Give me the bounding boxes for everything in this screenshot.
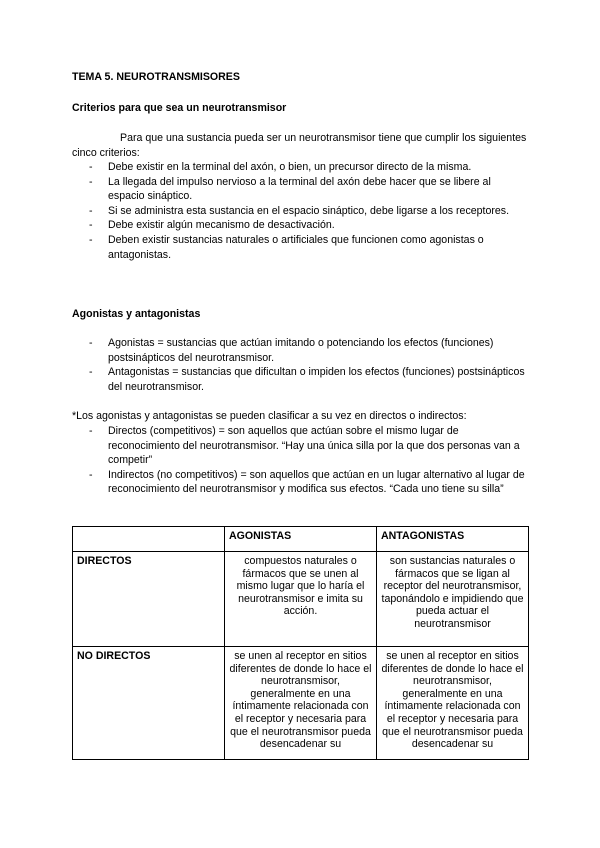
criteria-intro: Para que una sustancia pueda ser un neurotransmisor tiene que cumplir los siguientes cinco criterios: <box>72 132 527 159</box>
criteria-list <box>72 160 528 262</box>
table-header-cell: ANTAGONISTAS <box>377 527 529 552</box>
list-item: - Debe existir algún mecanismo de desactivación. <box>89 219 335 232</box>
dash-bullet: - <box>89 425 93 437</box>
dash-bullet: - <box>89 233 93 246</box>
agonists-heading: Agonistas y antagonistas <box>72 308 201 320</box>
table-cell: se unen al receptor en sitios diferentes de donde lo hace el neurotransmisor, generalmente en una íntimamente relacionada con el receptor y necesaria para que el neurotransmisor pueda desencadenar su <box>225 647 377 760</box>
document-title: TEMA 5. NEUROTRANSMISORES <box>72 71 240 83</box>
list-item: - Directos (competitivos) = son aquellos que actúan sobre el mismo lugar de reconocimiento del neurotransmisor. “Hay una única silla por la que dos personas van a competir” <box>89 425 520 467</box>
list-item: - Deben existir sustancias naturales o artificiales que funcionen como agonistas o antagonistas. <box>89 233 484 261</box>
criteria-heading: Criterios para que sea un neurotransmisor <box>72 102 287 114</box>
row-label: DIRECTOS <box>73 552 225 647</box>
classification-note: *Los agonistas y antagonistas se pueden clasificar a su vez en directos o indirectos: <box>72 410 467 422</box>
table-cell: son sustancias naturales o fármacos que se ligan al receptor del neurotransmisor, taponándolo e impidiendo que pueda actuar el neurotransmisor <box>377 552 529 647</box>
table-row <box>73 552 529 647</box>
table-header-cell <box>73 527 225 552</box>
list-item: - Debe existir en la terminal del axón, o bien, un precursor directo de la misma. <box>89 161 472 173</box>
table-cell: compuestos naturales o fármacos que se unen al mismo lugar que lo haría el neurotransmisor e imita su acción. <box>225 552 377 647</box>
dash-bullet: - <box>89 204 93 217</box>
list-item: - Indirectos (no competitivos) = son aquellos que actúan en un lugar alternativo al lugar de reconocimiento del neurotransmisor y modifica sus efectos. “Cada uno tiene su silla” <box>89 468 525 496</box>
table-header-cell: AGONISTAS <box>225 527 377 552</box>
list-item: - Agonistas = sustancias que actúan imitando o potenciando los efectos (funciones) postsinápticos del neurotransmisor. <box>89 337 494 364</box>
classification-list <box>72 424 528 497</box>
list-item: - Si se administra esta sustancia en el espacio sináptico, debe ligarse a los receptores. <box>89 204 510 217</box>
dash-bullet: - <box>89 337 93 349</box>
list-item: - Antagonistas = sustancias que dificultan o impiden los efectos (funciones) postsinápticos del neurotransmisor. <box>89 366 525 393</box>
dash-bullet: - <box>89 366 93 379</box>
comparison-table <box>72 526 529 760</box>
row-label: NO DIRECTOS <box>73 647 225 760</box>
dash-bullet: - <box>89 468 93 481</box>
list-item: - La llegada del impulso nervioso a la terminal del axón debe hacer que se libere al espacio sináptico. <box>89 175 491 203</box>
table-cell: se unen al receptor en sitios diferentes de donde lo hace el neurotransmisor, generalmente en una íntimamente relacionada con el receptor y necesaria para que el neurotransmisor pueda desencadenar su <box>377 647 529 760</box>
table-header-row <box>73 527 529 552</box>
dash-bullet: - <box>89 175 93 188</box>
dash-bullet: - <box>89 219 93 232</box>
agonists-list <box>72 336 528 394</box>
dash-bullet: - <box>89 161 93 173</box>
table-row <box>73 647 529 760</box>
